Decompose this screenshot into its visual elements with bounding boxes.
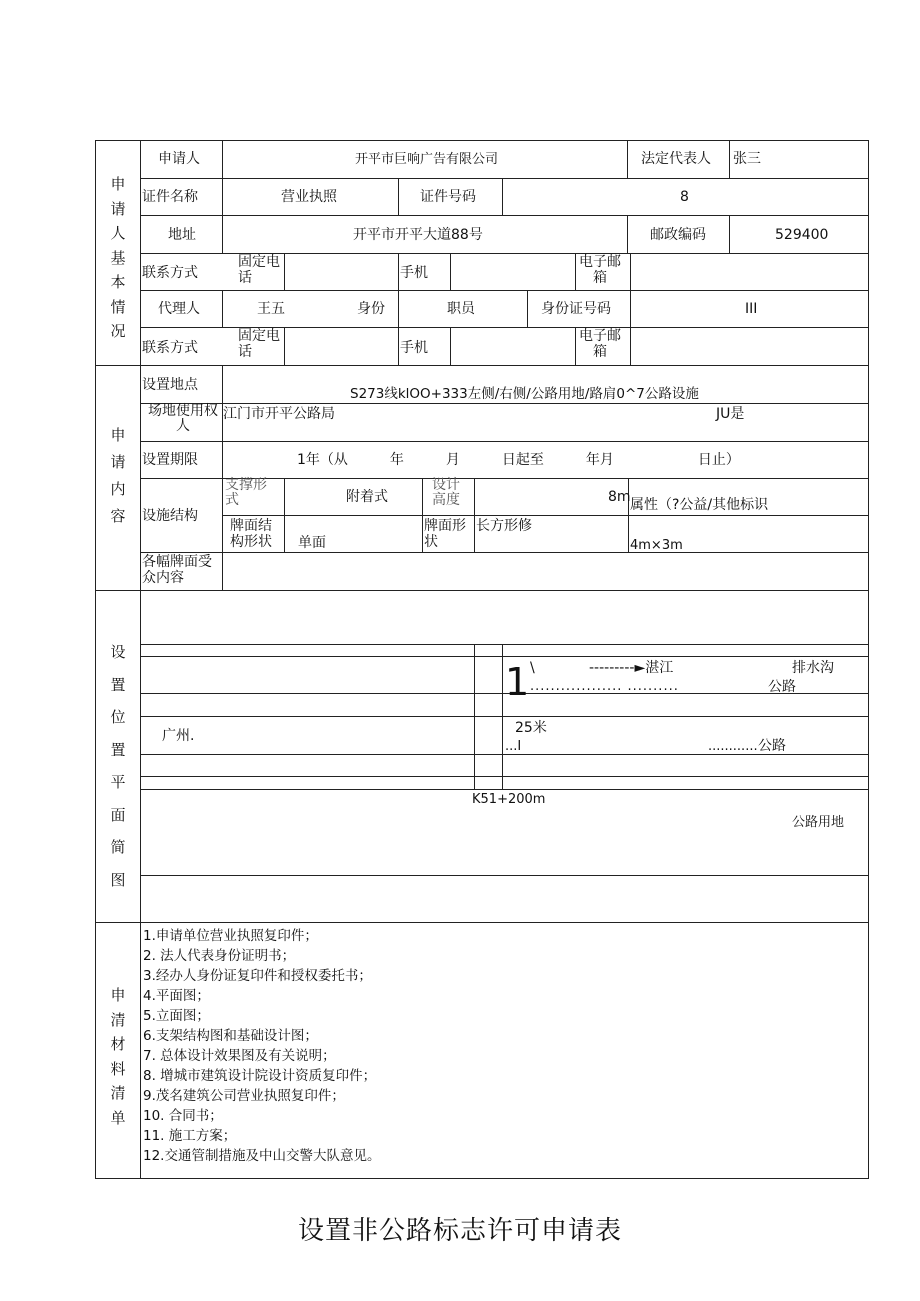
period-label: 设置期限: [142, 452, 198, 468]
agent-label: 代理人: [158, 301, 200, 317]
panel-shape-label: 牌面形状: [424, 518, 466, 550]
section-label-content: 申 请 内 容: [110, 426, 126, 525]
location-value: S273线klOO+333左侧/右侧/公路用地/路肩0^7公路设施: [350, 386, 699, 402]
section-label-applicant: 申 请 人 基 本 情 况: [110, 175, 126, 340]
panel-struct-label: 牌面结构形状: [230, 518, 272, 550]
legal-rep-label: 法定代表人: [641, 151, 711, 167]
diagram-dots-2: ............: [708, 739, 758, 754]
diagram-road-2: 公路: [758, 738, 786, 754]
mobile-label: 手机: [400, 265, 428, 281]
panel-shape-value: 长方形修: [476, 518, 532, 534]
structure-label: 设施结构: [142, 508, 198, 524]
list-item: 5.立面图；: [143, 1008, 210, 1024]
diagram-mileage: K51+200m: [472, 792, 546, 807]
panel-struct-value: 单面: [298, 535, 326, 551]
diagram-distance: 25米: [515, 720, 547, 736]
cert-name-value: 营业执照: [281, 189, 337, 205]
design-height-value: 8m: [608, 489, 631, 505]
list-item: 7. 总体设计效果图及有关说明；: [143, 1048, 336, 1064]
identity-value: 职员: [447, 301, 475, 317]
fixed-phone2-label: 固定电话: [238, 328, 280, 360]
location-label: 设置地点: [142, 377, 198, 393]
design-height-label: 设计高度: [432, 477, 460, 508]
list-item: 4.平面图；: [143, 988, 210, 1004]
diagram-dots-1: .................. ..........: [530, 679, 679, 694]
diagram-dots-2-prefix: ...I: [505, 739, 522, 754]
support-form-label: 支撑形式: [225, 477, 267, 508]
postcode-label: 邮政编码: [650, 227, 706, 243]
list-item: 12.交通管制措施及中山交警大队意见。: [143, 1148, 381, 1164]
site-owner-value: 江门市开平公路局: [223, 406, 335, 422]
panel-size-value: 4m×3m: [630, 538, 683, 553]
diagram-backslash: \: [530, 660, 535, 676]
mobile2-label: 手机: [400, 340, 428, 356]
audience-label: 各幅牌面受众内容: [142, 554, 212, 586]
id-no-value: III: [745, 301, 758, 317]
id-no-label: 身份证号码: [541, 301, 611, 317]
applicant-value: 开平市巨响广告有限公司: [355, 152, 499, 167]
period-value: 1年（从 年 月 日起至 年月 日止）: [297, 452, 740, 468]
site-owner-label: 场地使用权人: [148, 403, 218, 434]
cert-no-label: 证件号码: [420, 189, 476, 205]
contact-label: 联系方式: [142, 265, 198, 281]
diagram-road-land: 公路用地: [792, 815, 845, 830]
attribute-value: 属性（?公益/其他标识: [630, 497, 769, 513]
email2-label: 电子邮箱: [579, 328, 621, 360]
cert-no-value: 8: [680, 189, 689, 205]
list-item: 9.茂名建筑公司营业执照复印件；: [143, 1088, 345, 1104]
section-label-diagram: 设 置 位 置 平 面 简 图: [110, 643, 126, 889]
list-item: 2. 法人代表身份证明书；: [143, 948, 296, 964]
email-label: 电子邮箱: [579, 254, 621, 286]
fixed-phone-label: 固定电话: [238, 254, 280, 286]
cert-name-label: 证件名称: [142, 189, 198, 205]
address-value: 开平市开平大道88号: [353, 227, 483, 243]
applicant-label: 申请人: [158, 151, 200, 167]
list-item: 3.经办人身份证复印件和授权委托书；: [143, 968, 372, 984]
list-item: 1.申请单位营业执照复印件；: [143, 928, 318, 944]
list-item: 8. 增城市建筑设计院设计资质复印件；: [143, 1068, 377, 1084]
diagram-road-1: 公路: [768, 679, 796, 695]
diagram-arrow-zhanjiang: ---------►湛江: [589, 660, 674, 676]
site-owner-extra: JU是: [716, 406, 745, 422]
diagram-drain: 排水沟: [792, 660, 834, 676]
identity-label: 身份: [357, 301, 385, 317]
postcode-value: 529400: [775, 227, 829, 243]
page-title: 设置非公路标志许可申请表: [297, 1216, 622, 1246]
legal-rep-value: 张三: [733, 151, 761, 167]
diagram-guangzhou: 广州.: [162, 728, 195, 744]
contact2-label: 联系方式: [142, 340, 198, 356]
list-item: 6.支架结构图和基础设计图；: [143, 1028, 318, 1044]
list-item: 11. 施工方案；: [143, 1128, 237, 1144]
address-label: 地址: [168, 227, 196, 243]
agent-value: 王五: [257, 301, 285, 317]
support-form-value: 附着式: [346, 489, 388, 505]
section-label-materials: 申 清 材 料 清 单: [110, 986, 126, 1127]
list-item: 10. 合同书；: [143, 1108, 223, 1124]
diagram-marker-one: 1: [505, 660, 530, 704]
